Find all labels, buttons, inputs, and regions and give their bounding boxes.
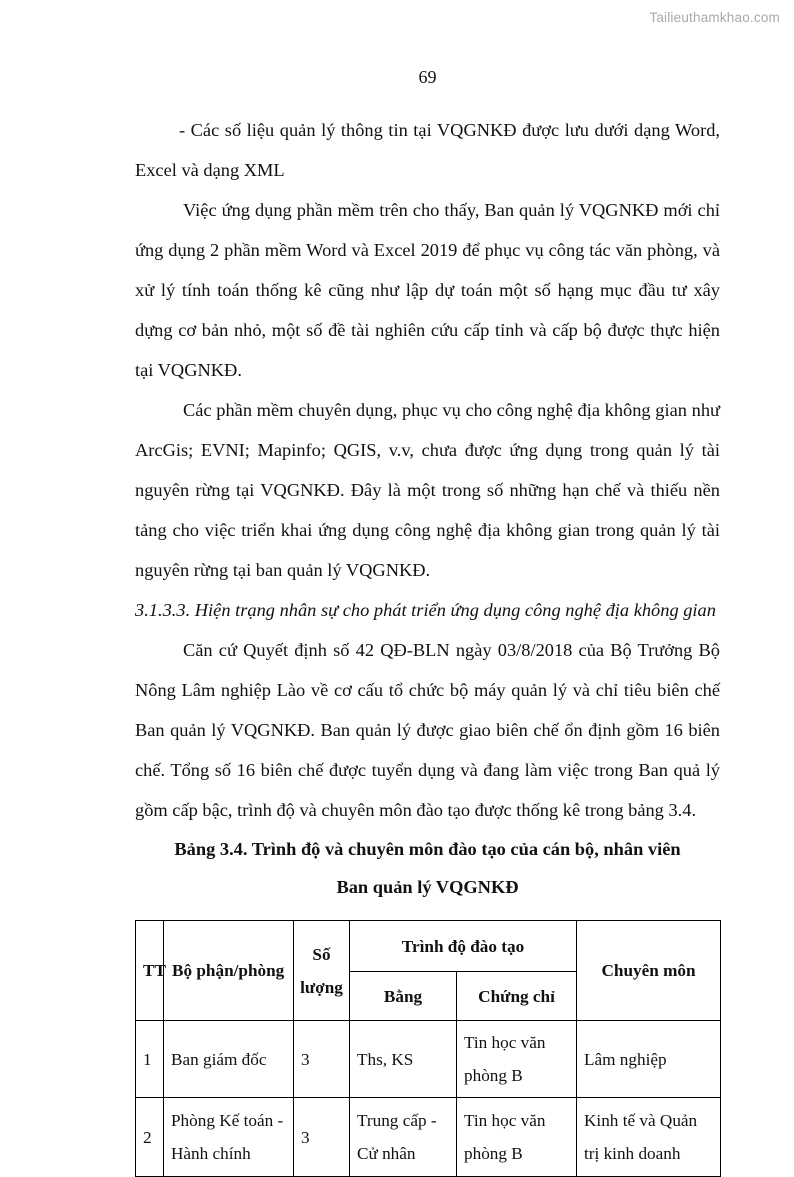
cell-tt: 2	[136, 1098, 164, 1177]
header-degree: Bằng	[350, 972, 457, 1021]
cell-department-line-1: Phòng Kế toán -	[171, 1111, 284, 1130]
header-certificate: Chứng chỉ	[457, 972, 577, 1021]
table-body	[136, 1021, 721, 1177]
header-specialization: Chuyên môn	[577, 921, 721, 1021]
paragraph-specialized-software: Các phần mềm chuyên dụng, phục vụ cho công nghệ địa không gian như ArcGis; EVNI; Mapinfo; QGIS, v.v, chưa được ứng dụng trong quản lý tài nguyên rừng tại VQGNKĐ. Đây là một trong số những hạn chế và thiếu nền tảng cho việc triển khai ứng dụng công nghệ địa không gian trong quản lý tài nguyên rừng tại ban quản lý VQGNKĐ.	[135, 400, 720, 580]
cell-quantity: 3	[294, 1098, 350, 1177]
cell-specialization-line-1: Kinh tế và Quản	[584, 1111, 698, 1130]
table-header	[136, 921, 721, 1021]
cell-department	[164, 1021, 294, 1098]
cell-specialization	[577, 1021, 721, 1098]
header-tt: TT	[136, 921, 164, 1021]
header-quantity	[294, 921, 350, 1021]
cell-certificate-line-1: Tin học văn	[464, 1111, 546, 1130]
cell-certificate	[457, 1021, 577, 1098]
table-row	[136, 1021, 721, 1098]
header-quantity-line-2: lượng	[300, 977, 343, 997]
cell-degree	[350, 1098, 457, 1177]
cell-tt: 1	[136, 1021, 164, 1098]
cell-department-line-2: Hành chính	[171, 1144, 251, 1163]
cell-certificate-line-2: phòng B	[464, 1066, 523, 1085]
section-heading-3-1-3-3: 3.1.3.3. Hiện trạng nhân sự cho phát triển ứng dụng công nghệ địa không gian	[135, 600, 716, 620]
paragraph-software-usage: Việc ứng dụng phần mềm trên cho thấy, Ban quản lý VQGNKĐ mới chỉ ứng dụng 2 phần mềm Word và Excel 2019 để phục vụ công tác văn phòng, và xử lý tính toán thống kê cũng như lập dự toán một số hạng mục đầu tư xây dựng cơ bản nhỏ, một số đề tài nghiên cứu cấp tỉnh và cấp bộ được thực hiện tại VQGNKĐ.	[135, 200, 720, 380]
cell-department-line-1: Ban giám đốc	[171, 1049, 267, 1069]
watermark-text: Tailieuthamkhao.com	[649, 10, 780, 25]
header-quantity-line-1: Số	[312, 944, 331, 964]
cell-specialization-line-1: Lâm nghiệp	[584, 1049, 667, 1069]
table-caption-line-2: Ban quản lý VQGNKĐ	[336, 877, 519, 897]
cell-degree	[350, 1021, 457, 1098]
page-content	[135, 68, 720, 1177]
table-row	[136, 1098, 721, 1177]
cell-certificate	[457, 1098, 577, 1177]
table-header-row-1	[136, 921, 721, 972]
header-department: Bộ phận/phòng	[164, 921, 294, 1021]
paragraph-decision-basis: Căn cứ Quyết định số 42 QĐ-BLN ngày 03/8/2018 của Bộ Trưởng Bộ Nông Lâm nghiệp Lào về cơ cấu tổ chức bộ máy quản lý và chỉ tiêu biên chế Ban quản lý VQGNKĐ. Ban quản lý được giao biên chế ổn định gồm 16 biên chế. Tổng số 16 biên chế được tuyển dụng và đang làm việc trong Ban quả lý gồm cấp bậc, trình độ và chuyên môn đào tạo được thống kê trong bảng 3.4.	[135, 640, 720, 820]
page-number: 69	[418, 67, 437, 87]
cell-degree-line-2: Cử nhân	[357, 1144, 416, 1163]
header-training-level: Trình độ đào tạo	[350, 921, 577, 972]
paragraph-bullet-data-formats: - Các số liệu quản lý thông tin tại VQGNKĐ được lưu dưới dạng Word, Excel và dạng XML	[135, 120, 720, 180]
cell-specialization	[577, 1098, 721, 1177]
table-container	[135, 920, 720, 1177]
cell-department	[164, 1098, 294, 1177]
cell-degree-line-1: Ths, KS	[357, 1049, 414, 1069]
cell-certificate-line-2: phòng B	[464, 1144, 523, 1163]
table-caption-line-1: Bảng 3.4. Trình độ và chuyên môn đào tạo của cán bộ, nhân viên	[174, 839, 681, 859]
cell-certificate-line-1: Tin học văn	[464, 1033, 546, 1052]
cell-quantity: 3	[294, 1021, 350, 1098]
cell-specialization-line-2: trị kinh doanh	[584, 1144, 681, 1163]
cell-degree-line-1: Trung cấp -	[357, 1111, 437, 1130]
staff-qualification-table	[135, 920, 721, 1177]
